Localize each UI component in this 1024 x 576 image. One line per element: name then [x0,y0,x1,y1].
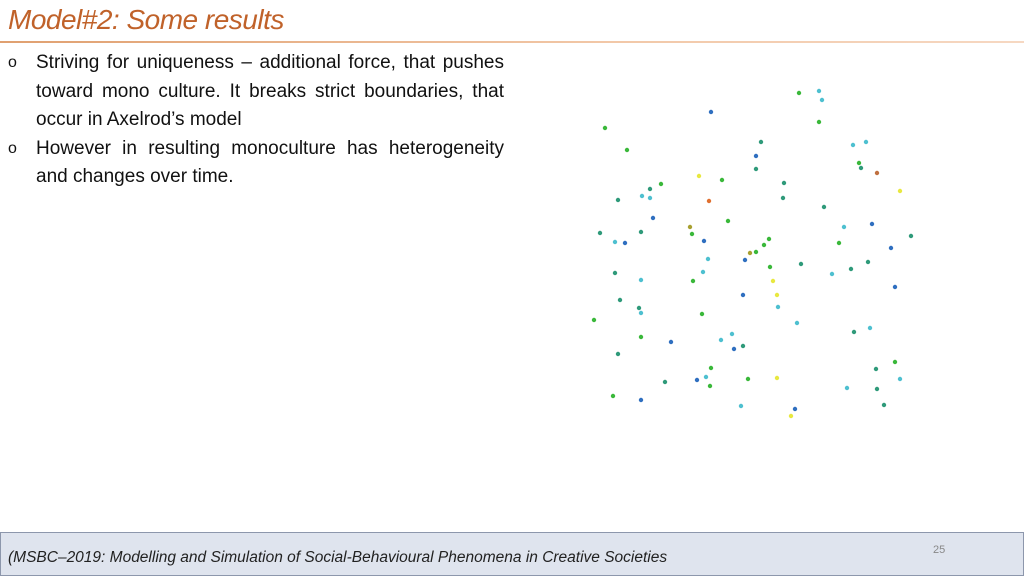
scatter-point [909,234,913,238]
bullet-text: However in resulting monoculture has heterogeneity and changes over time. [36,137,504,187]
page-number: 25 [933,544,946,556]
bullet-marker: o [8,139,17,157]
scatter-point [708,384,712,388]
scatter-point [611,394,615,398]
scatter-point [613,240,617,244]
scatter-point [697,174,701,178]
bullet-item [8,49,504,135]
scatter-point [866,260,870,264]
scatter-point [781,196,785,200]
scatter-point [898,189,902,193]
scatter-point [637,306,641,310]
scatter-point [768,265,772,269]
scatter-point [732,347,736,351]
scatter-point [882,403,886,407]
scatter-point [701,270,705,274]
scatter-point [706,257,710,261]
scatter-point [817,120,821,124]
scatter-point [754,250,758,254]
scatter-point [859,166,863,170]
scatter-point [639,311,643,315]
scatter-point [709,366,713,370]
scatter-point [762,243,766,247]
scatter-point [639,230,643,234]
scatter-point [875,387,879,391]
scatter-point [789,414,793,418]
scatter-point [704,375,708,379]
scatter-point [598,231,602,235]
scatter-point [893,360,897,364]
scatter-point [817,89,821,93]
scatter-point [618,298,622,302]
scatter-point [623,241,627,245]
scatter-point [719,338,723,342]
scatter-point [640,194,644,198]
scatter-point [875,171,879,175]
bullet-marker: o [8,54,17,71]
scatter-point [639,335,643,339]
scatter-point [852,330,856,334]
scatter-point [874,367,878,371]
scatter-point [659,182,663,186]
scatter-point [592,318,596,322]
scatter-point [799,262,803,266]
scatter-point [754,154,758,158]
scatter-point [842,225,846,229]
scatter-point [868,326,872,330]
scatter-point [830,272,834,276]
scatter-point [616,352,620,356]
scatter-point [648,196,652,200]
scatter-point [709,110,713,114]
scatter-point [795,321,799,325]
scatter-point [864,140,868,144]
scatter-point [797,91,801,95]
scatter-point [898,377,902,381]
scatter-point [707,199,711,203]
slide-title: Model#2: Some results [8,4,284,35]
scatter-point [603,126,607,130]
scatter-point [743,258,747,262]
scatter-point [845,386,849,390]
scatter-point [625,148,629,152]
scatter-point [720,178,724,182]
scatter-point [820,98,824,102]
scatter-point [613,271,617,275]
scatter-point [651,216,655,220]
scatter-point [849,267,853,271]
scatter-point [837,241,841,245]
scatter-point [700,312,704,316]
scatter-point [616,198,620,202]
scatter-point [669,340,673,344]
bullet-text: Striving for uniqueness – additional force, that pushes toward mono culture. It breaks strict boundaries, that occur in Axelrod’s model [36,52,504,130]
footer-bar [0,532,1024,576]
scatter-point [851,143,855,147]
scatter-point [695,378,699,382]
scatter-point [741,293,745,297]
scatter-point [691,279,695,283]
scatter-point [730,332,734,336]
scatter-point [702,239,706,243]
scatter-point [639,278,643,282]
scatter-plot [580,70,920,430]
scatter-point [741,344,745,348]
bullet-item [8,135,504,192]
scatter-point [782,181,786,185]
title-divider [0,41,1024,43]
bullet-list [8,49,504,192]
scatter-point [893,285,897,289]
scatter-point [771,279,775,283]
scatter-point [739,404,743,408]
scatter-point [889,246,893,250]
scatter-point [775,293,779,297]
scatter-point [663,380,667,384]
scatter-point [822,205,826,209]
scatter-point [688,225,692,229]
footer-citation: (MSBC–2019: Modelling and Simulation of Social-Behavioural Phenomena in Creative Societies [8,549,668,566]
scatter-point [690,232,694,236]
scatter-point [639,398,643,402]
scatter-point [648,187,652,191]
scatter-point [759,140,763,144]
scatter-point [746,377,750,381]
scatter-point [776,305,780,309]
scatter-point [754,167,758,171]
scatter-point [775,376,779,380]
scatter-point [793,407,797,411]
scatter-point [767,237,771,241]
scatter-point [748,251,752,255]
scatter-point [870,222,874,226]
scatter-point [726,219,730,223]
scatter-point [857,161,861,165]
